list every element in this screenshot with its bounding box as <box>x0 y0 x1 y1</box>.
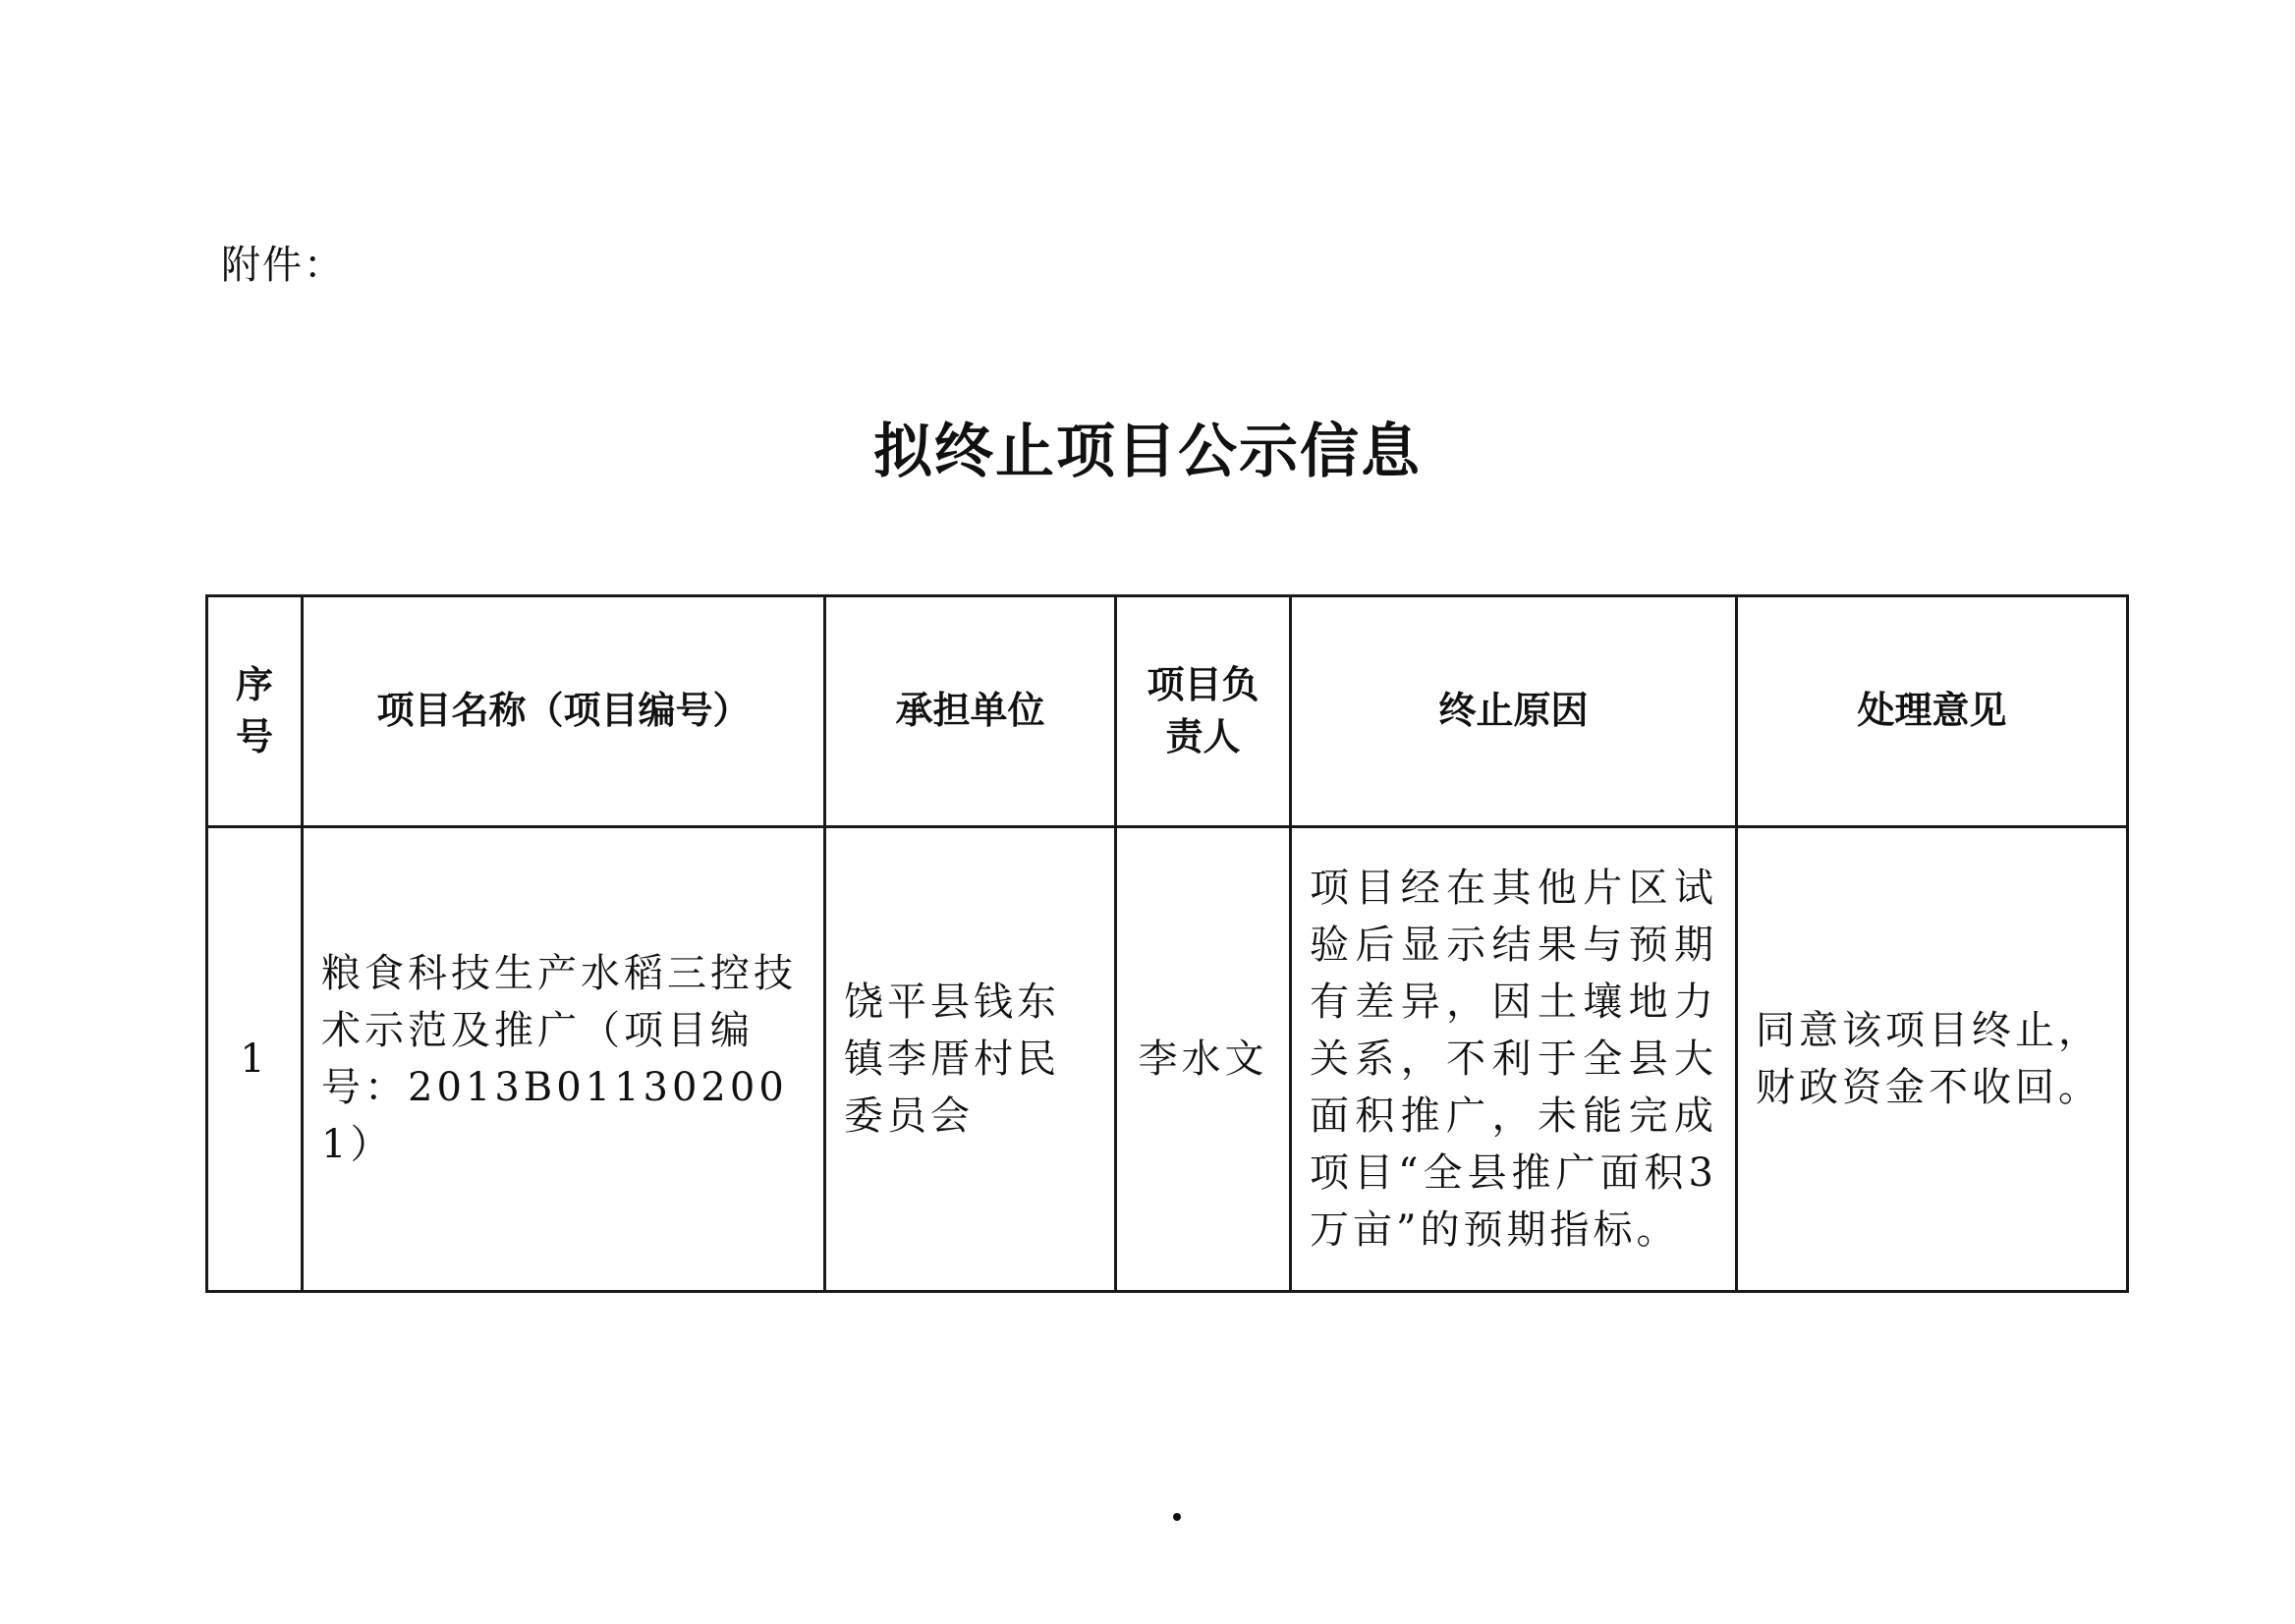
header-index: 序号 <box>207 596 303 827</box>
table-header-row <box>207 596 2128 827</box>
cell-index: 1 <box>207 827 303 1292</box>
header-opinion: 处理意见 <box>1737 596 2128 827</box>
project-table <box>205 594 2129 1293</box>
cell-lead: 李水文 <box>1116 827 1291 1292</box>
header-project-name: 项目名称（项目编号） <box>303 596 825 827</box>
cell-unit: 饶平县钱东镇李厝村民委员会 <box>825 827 1116 1292</box>
cell-reason: 项目经在其他片区试验后显示结果与预期有差异，因土壤地力关系，不利于全县大面积推广，未能完成项目“全县推广面积3万亩”的预期指标。 <box>1291 827 1737 1292</box>
attachment-label: 附件： <box>221 243 345 288</box>
header-reason: 终止原因 <box>1291 596 1737 827</box>
document-title: 拟终止项目公示信息 <box>873 418 1422 486</box>
table-row <box>207 827 2128 1292</box>
header-lead: 项目负责人 <box>1116 596 1291 827</box>
header-unit: 承担单位 <box>825 596 1116 827</box>
page-dot-mark <box>1173 1513 1181 1521</box>
cell-project-name: 粮食科技生产水稻三控技术示范及推广（项目编号：2013B011302001） <box>303 827 825 1292</box>
cell-opinion: 同意该项目终止，财政资金不收回。 <box>1737 827 2128 1292</box>
